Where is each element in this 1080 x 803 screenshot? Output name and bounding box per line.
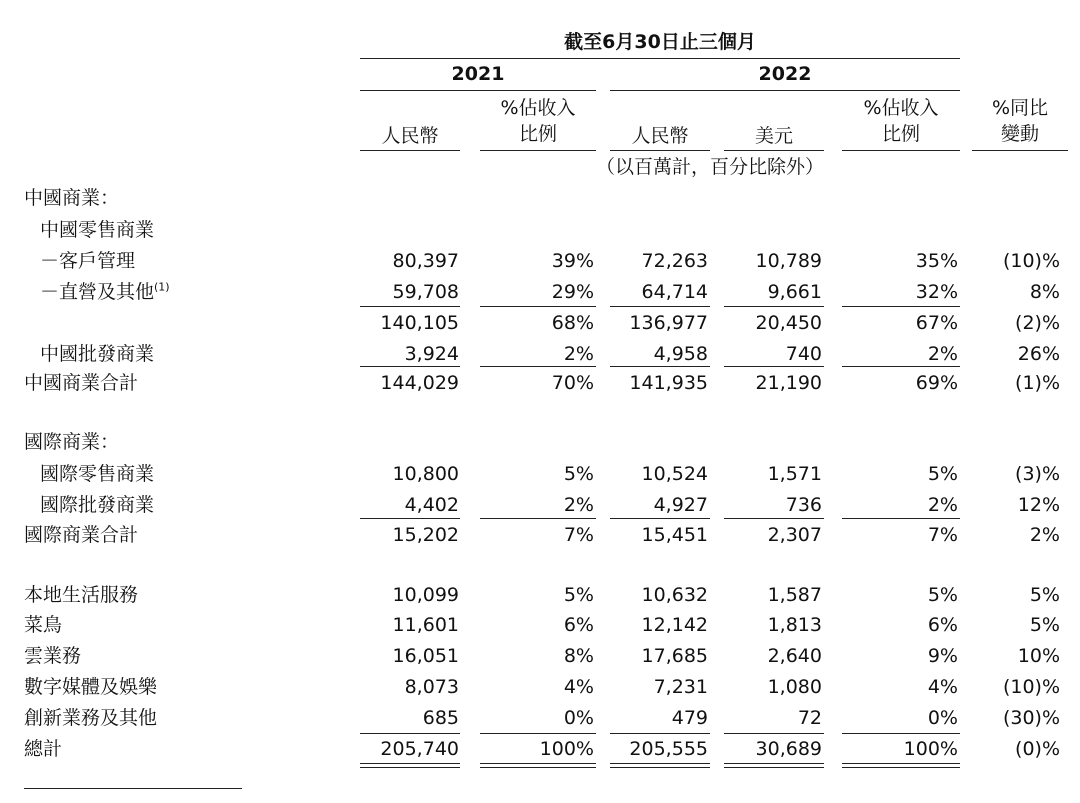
cell-pct-2022: 32% [915, 281, 958, 303]
cell-usd-2022: 1,080 [767, 676, 822, 698]
cell-rmb-2021: 10,800 [392, 463, 459, 485]
cell-rmb-2022: 141,935 [629, 372, 708, 394]
row-label: 總計 [24, 738, 63, 760]
cell-pct-2022: 6% [927, 614, 958, 636]
cell-usd-2022: 10,789 [755, 250, 822, 272]
cell-usd-2022: 20,450 [755, 312, 822, 334]
cell-pct-2021: 5% [563, 584, 594, 606]
cell-rmb-2021: 685 [422, 707, 459, 729]
col-head-2021-rmb: 人民幣 [381, 125, 439, 147]
cell-pct-2021: 39% [551, 250, 594, 272]
cell-usd-2022: 736 [785, 494, 822, 516]
cell-usd-2022: 9,661 [767, 281, 822, 303]
cell-pct-2022: 67% [915, 312, 958, 334]
row-label: 中國商業： [24, 187, 120, 209]
cell-pct-2022: 7% [927, 524, 958, 546]
subtotal-rule [610, 306, 710, 307]
year-2021: 2021 [451, 63, 505, 85]
cell-rmb-2021: 11,601 [392, 614, 459, 636]
col-rule-yoy [972, 150, 1068, 151]
subtotal-rule [480, 306, 596, 307]
cell-rmb-2022: 136,977 [629, 312, 708, 334]
subtotal-rule [360, 306, 460, 307]
cell-pct-2021: 0% [563, 707, 594, 729]
cell-pct-2022: 5% [927, 463, 958, 485]
cell-pct-2021: 2% [563, 343, 594, 365]
cell-yoy: 5% [1029, 614, 1060, 636]
subtotal-rule [610, 733, 710, 734]
row-label: 中國批發商業 [40, 343, 155, 365]
cell-rmb-2021: 10,099 [392, 584, 459, 606]
cell-yoy: 26% [1017, 343, 1060, 365]
cell-rmb-2021: 3,924 [404, 343, 459, 365]
cell-pct-2021: 100% [539, 738, 594, 760]
cell-rmb-2021: 16,051 [392, 645, 459, 667]
subtotal-rule [724, 366, 824, 367]
cell-rmb-2022: 15,451 [641, 524, 708, 546]
col-rule-2022-pct [842, 150, 960, 151]
cell-rmb-2021: 59,708 [392, 281, 459, 303]
row-label: 中國商業合計 [24, 372, 139, 394]
cell-rmb-2021: 15,202 [392, 524, 459, 546]
subtotal-rule [610, 518, 710, 519]
subtotal-rule [610, 366, 710, 367]
cell-yoy: (2)% [1015, 312, 1060, 334]
subtotal-rule [360, 366, 460, 367]
period-heading: 截至6月30日止三個月 [564, 31, 756, 53]
cell-yoy: 5% [1029, 584, 1060, 606]
cell-yoy: 8% [1029, 281, 1060, 303]
cell-yoy: (10)% [1002, 676, 1060, 698]
subtotal-rule [480, 733, 596, 734]
row-label: 創新業務及其他 [24, 707, 158, 729]
subtotal-rule [360, 733, 460, 734]
col-rule-2022-rmb [610, 150, 710, 151]
cell-rmb-2022: 64,714 [641, 281, 708, 303]
cell-pct-2022: 35% [915, 250, 958, 272]
year-2022-rule [610, 90, 960, 91]
cell-usd-2022: 1,813 [767, 614, 822, 636]
period-rule [360, 58, 960, 59]
row-label: 中國零售商業 [40, 219, 155, 241]
cell-usd-2022: 72 [797, 707, 822, 729]
total-double-rule [842, 763, 960, 768]
cell-rmb-2021: 8,073 [404, 676, 459, 698]
cell-pct-2022: 0% [927, 707, 958, 729]
subtotal-rule [360, 518, 460, 519]
col-rule-2021-rmb [360, 150, 460, 151]
cell-rmb-2022: 10,632 [641, 584, 708, 606]
total-double-rule [480, 763, 596, 768]
cell-rmb-2021: 80,397 [392, 250, 459, 272]
col-head-yoy-1: %同比 [991, 97, 1049, 119]
col-rule-2021-pct [480, 150, 596, 151]
cell-usd-2022: 1,587 [767, 584, 822, 606]
cell-yoy: (10)% [1002, 250, 1060, 272]
year-2022: 2022 [758, 63, 812, 85]
row-label: 國際商業： [24, 431, 120, 453]
subtotal-rule [842, 366, 960, 367]
footnote-rule [24, 788, 242, 789]
cell-rmb-2021: 205,740 [380, 738, 459, 760]
cell-rmb-2022: 10,524 [641, 463, 708, 485]
cell-pct-2021: 68% [551, 312, 594, 334]
row-label: －直營及其他$^{(1)}$ [40, 280, 170, 303]
cell-rmb-2021: 140,105 [380, 312, 459, 334]
total-double-rule [610, 763, 710, 768]
row-label: 本地生活服務 [24, 584, 139, 606]
row-label: 雲業務 [24, 645, 82, 667]
cell-rmb-2021: 4,402 [404, 494, 459, 516]
row-label: 數字媒體及娛樂 [24, 676, 158, 698]
cell-pct-2021: 4% [563, 676, 594, 698]
cell-yoy: (3)% [1015, 463, 1060, 485]
footnote-marker: (1) [154, 280, 170, 294]
cell-yoy: (1)% [1015, 372, 1060, 394]
cell-yoy: 10% [1017, 645, 1060, 667]
cell-usd-2022: 1,571 [767, 463, 822, 485]
cell-pct-2021: 6% [563, 614, 594, 636]
cell-usd-2022: 2,640 [767, 645, 822, 667]
col-head-2021-pct-2: 比例 [518, 123, 557, 145]
subtotal-rule [480, 518, 596, 519]
row-label: －客戶管理 [40, 250, 136, 272]
cell-yoy: (0)% [1015, 738, 1060, 760]
row-label: 國際商業合計 [24, 524, 139, 546]
cell-usd-2022: 21,190 [755, 372, 822, 394]
cell-pct-2021: 5% [563, 463, 594, 485]
cell-pct-2022: 100% [903, 738, 958, 760]
cell-pct-2022: 2% [927, 343, 958, 365]
col-head-yoy-2: 變動 [1000, 123, 1039, 145]
total-double-rule [724, 763, 824, 768]
row-label: 菜鳥 [24, 614, 63, 636]
cell-rmb-2022: 7,231 [653, 676, 708, 698]
cell-yoy: 12% [1017, 494, 1060, 516]
col-head-2022-usd: 美元 [754, 125, 793, 147]
cell-rmb-2022: 4,958 [653, 343, 708, 365]
subtotal-rule [724, 733, 824, 734]
row-label: 國際批發商業 [40, 494, 155, 516]
subtotal-rule [724, 518, 824, 519]
subtotal-rule [480, 366, 596, 367]
cell-pct-2022: 69% [915, 372, 958, 394]
subtotal-rule [842, 306, 960, 307]
col-head-2022-rmb: 人民幣 [631, 125, 689, 147]
cell-pct-2021: 8% [563, 645, 594, 667]
cell-yoy: 2% [1029, 524, 1060, 546]
col-head-2021-pct-1: %佔收入 [500, 97, 576, 119]
row-label: 國際零售商業 [40, 463, 155, 485]
cell-usd-2022: 740 [785, 343, 822, 365]
cell-usd-2022: 2,307 [767, 524, 822, 546]
unit-note: （以百萬計，百分比除外） [595, 156, 824, 178]
cell-rmb-2021: 144,029 [380, 372, 459, 394]
cell-pct-2022: 4% [927, 676, 958, 698]
col-head-2022-pct-2: 比例 [881, 123, 920, 145]
year-2021-rule [360, 90, 596, 91]
cell-rmb-2022: 12,142 [641, 614, 708, 636]
col-head-2022-pct-1: %佔收入 [863, 97, 939, 119]
col-rule-2022-usd [724, 150, 824, 151]
cell-usd-2022: 30,689 [755, 738, 822, 760]
cell-pct-2021: 29% [551, 281, 594, 303]
cell-rmb-2022: 72,263 [641, 250, 708, 272]
cell-rmb-2022: 479 [671, 707, 708, 729]
total-double-rule [360, 763, 460, 768]
cell-pct-2022: 9% [927, 645, 958, 667]
cell-pct-2022: 2% [927, 494, 958, 516]
cell-rmb-2022: 17,685 [641, 645, 708, 667]
cell-pct-2022: 5% [927, 584, 958, 606]
cell-rmb-2022: 205,555 [629, 738, 708, 760]
subtotal-rule [842, 518, 960, 519]
cell-yoy: (30)% [1002, 707, 1060, 729]
subtotal-rule [842, 733, 960, 734]
cell-rmb-2022: 4,927 [653, 494, 708, 516]
cell-pct-2021: 7% [563, 524, 594, 546]
subtotal-rule [724, 306, 824, 307]
cell-pct-2021: 2% [563, 494, 594, 516]
cell-pct-2021: 70% [551, 372, 594, 394]
